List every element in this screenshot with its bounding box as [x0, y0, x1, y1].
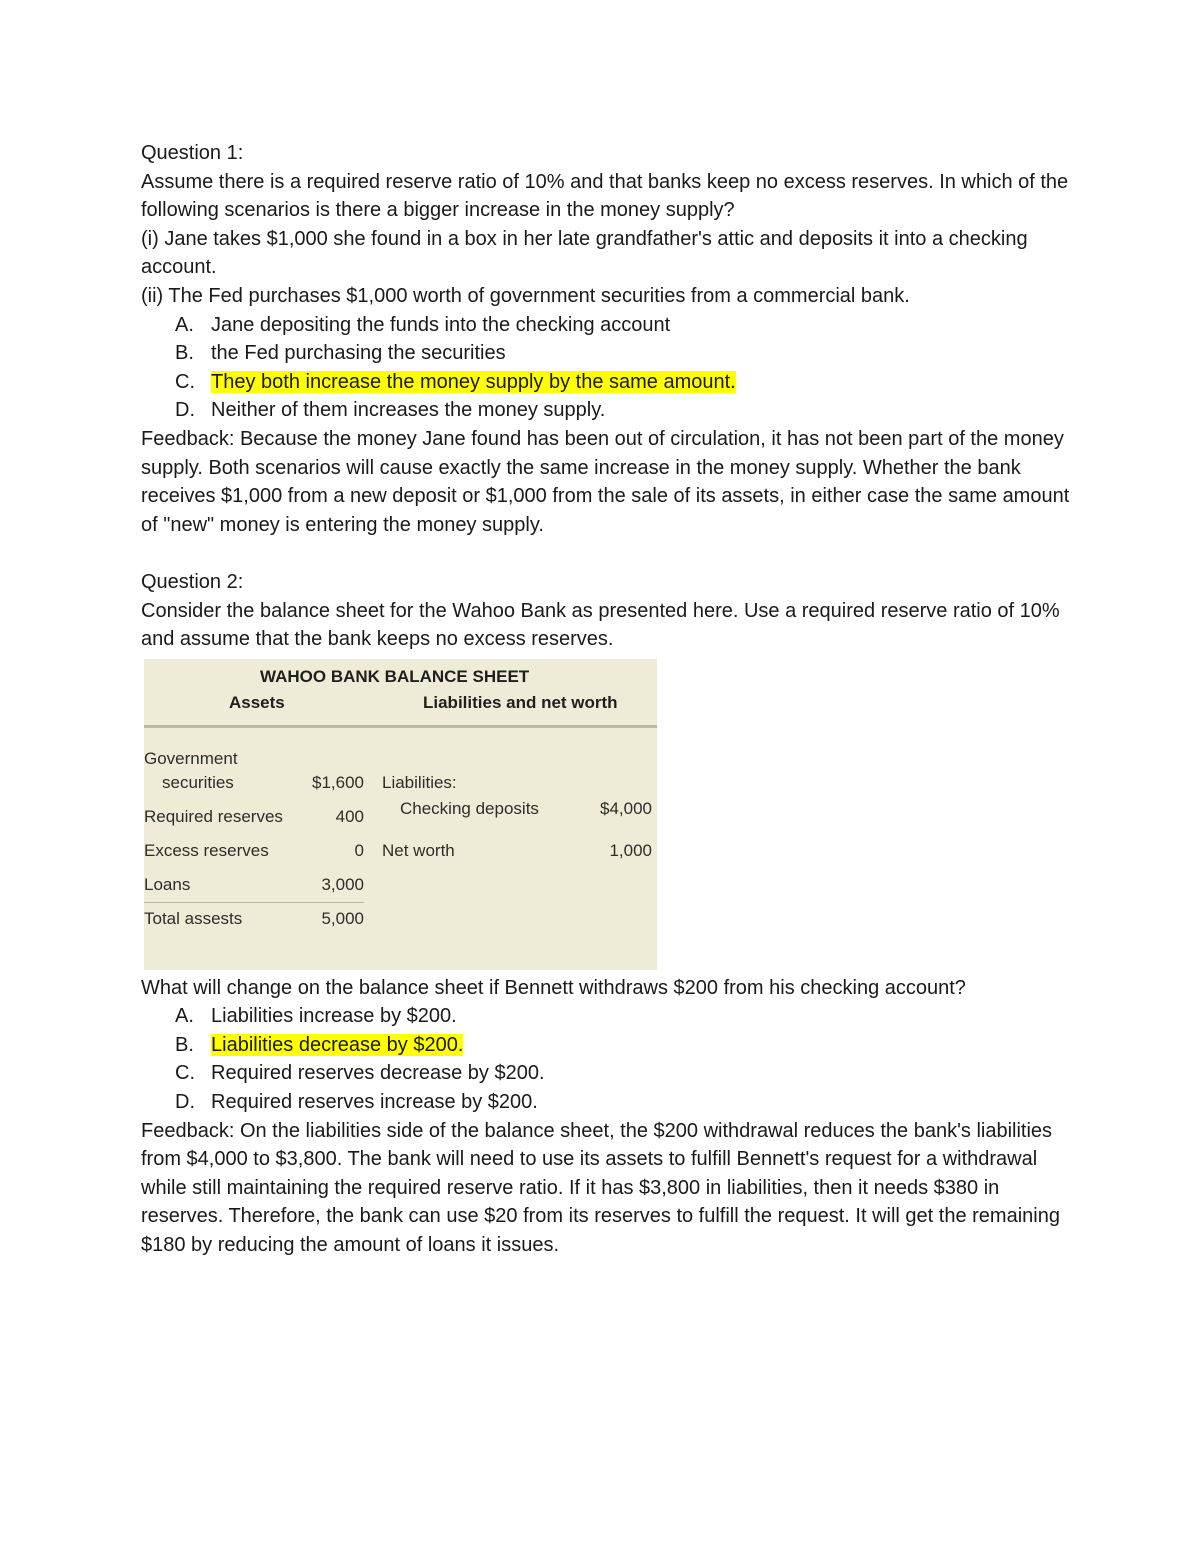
balance-sheet-title: WAHOO BANK BALANCE SHEET [260, 666, 530, 686]
required-reserves-value: 400 [335, 806, 364, 826]
q2-prompt: Consider the balance sheet for the Wahoo Bank as presented here. Use a required reserve ratio of 10% and assume that the bank keeps no excess reserves. [141, 599, 1060, 651]
required-reserves-label: Required reserves [144, 806, 283, 826]
q1-feedback: Feedback: Because the money Jane found has been out of circulation, it has not been part of the money supply. Both scenarios will cause exactly the same increase in the money supply. Whether the bank receives $1,000 from a new deposit or $1,000 from the sale of its assets, in either case the same amount of "new" money is entering the money supply. [141, 427, 1070, 536]
assets-header: Assets [229, 692, 285, 712]
total-assets-value: 5,000 [321, 908, 364, 928]
gov-securities-label-2: securities [162, 772, 234, 792]
total-rule [144, 902, 364, 903]
total-assets-label: Total assests [144, 908, 243, 928]
liabilities-header: Liabilities and net worth [423, 692, 618, 712]
q2-option-b: B. Liabilities decrease by $200. [175, 1033, 464, 1056]
q2-question: What will change on the balance sheet if Bennett withdraws $200 from his checking account? [141, 976, 966, 999]
q1-heading: Question 1: [141, 142, 244, 164]
checking-deposits-label: Checking deposits [400, 798, 539, 818]
q2-option-c: C. Required reserves decrease by $200. [175, 1062, 545, 1085]
q1-option-b: B. the Fed purchasing the securities [175, 342, 506, 365]
excess-reserves-label: Excess reserves [144, 840, 269, 860]
liabilities-label: Liabilities: [382, 772, 457, 792]
q1-option-a: A. Jane depositing the funds into the checking account [175, 313, 671, 336]
balance-sheet-image [144, 659, 657, 970]
q2-correct-answer-highlight: Liabilities decrease by $200. [211, 1033, 464, 1056]
net-worth-label: Net worth [382, 840, 455, 860]
q2-heading: Question 2: [141, 570, 244, 593]
q1-scenario-ii: (ii) The Fed purchases $1,000 worth of government securities from a commercial bank. [141, 284, 910, 307]
gov-securities-label-1: Government [144, 748, 238, 768]
q2-option-a: A. Liabilities increase by $200. [175, 1005, 457, 1028]
spacer [141, 539, 1071, 568]
q1-correct-answer-highlight: They both increase the money supply by the same amount. [211, 370, 736, 393]
loans-value: 3,000 [321, 874, 364, 894]
q1-prompt: Assume there is a required reserve ratio of 10% and that banks keep no excess reserves. In which of the following scenarios is there a bigger increase in the money supply? [141, 170, 1069, 222]
gov-securities-value: $1,600 [312, 772, 364, 792]
header-rule [144, 725, 657, 728]
q2-feedback: Feedback: On the liabilities side of the balance sheet, the $200 withdrawal reduces the bank's liabilities from $4,000 to $3,800. The bank will need to use its assets to fulfill Bennett's request for a withdrawal while still maintaining the required reserve ratio. If it has $3,800 in liabilities, then it needs $380 in reserves. Therefore, the bank can use $20 from its reserves to fulfill the request. It will get the remaining $180 by reducing the amount of loans it issues. [141, 1119, 1060, 1257]
net-worth-value: 1,000 [609, 840, 652, 860]
q1-option-d: D. Neither of them increases the money supply. [175, 399, 606, 422]
q1-option-c: C. They both increase the money supply by the same amount. [175, 370, 736, 393]
q1-scenario-i: (i) Jane takes $1,000 she found in a box in her late grandfather's attic and deposits it into a checking account. [141, 227, 1028, 279]
excess-reserves-value: 0 [354, 840, 364, 860]
q2-option-d: D. Required reserves increase by $200. [175, 1091, 538, 1114]
loans-label: Loans [144, 874, 191, 894]
checking-deposits-value: $4,000 [600, 798, 652, 818]
document-body [141, 139, 1071, 1260]
